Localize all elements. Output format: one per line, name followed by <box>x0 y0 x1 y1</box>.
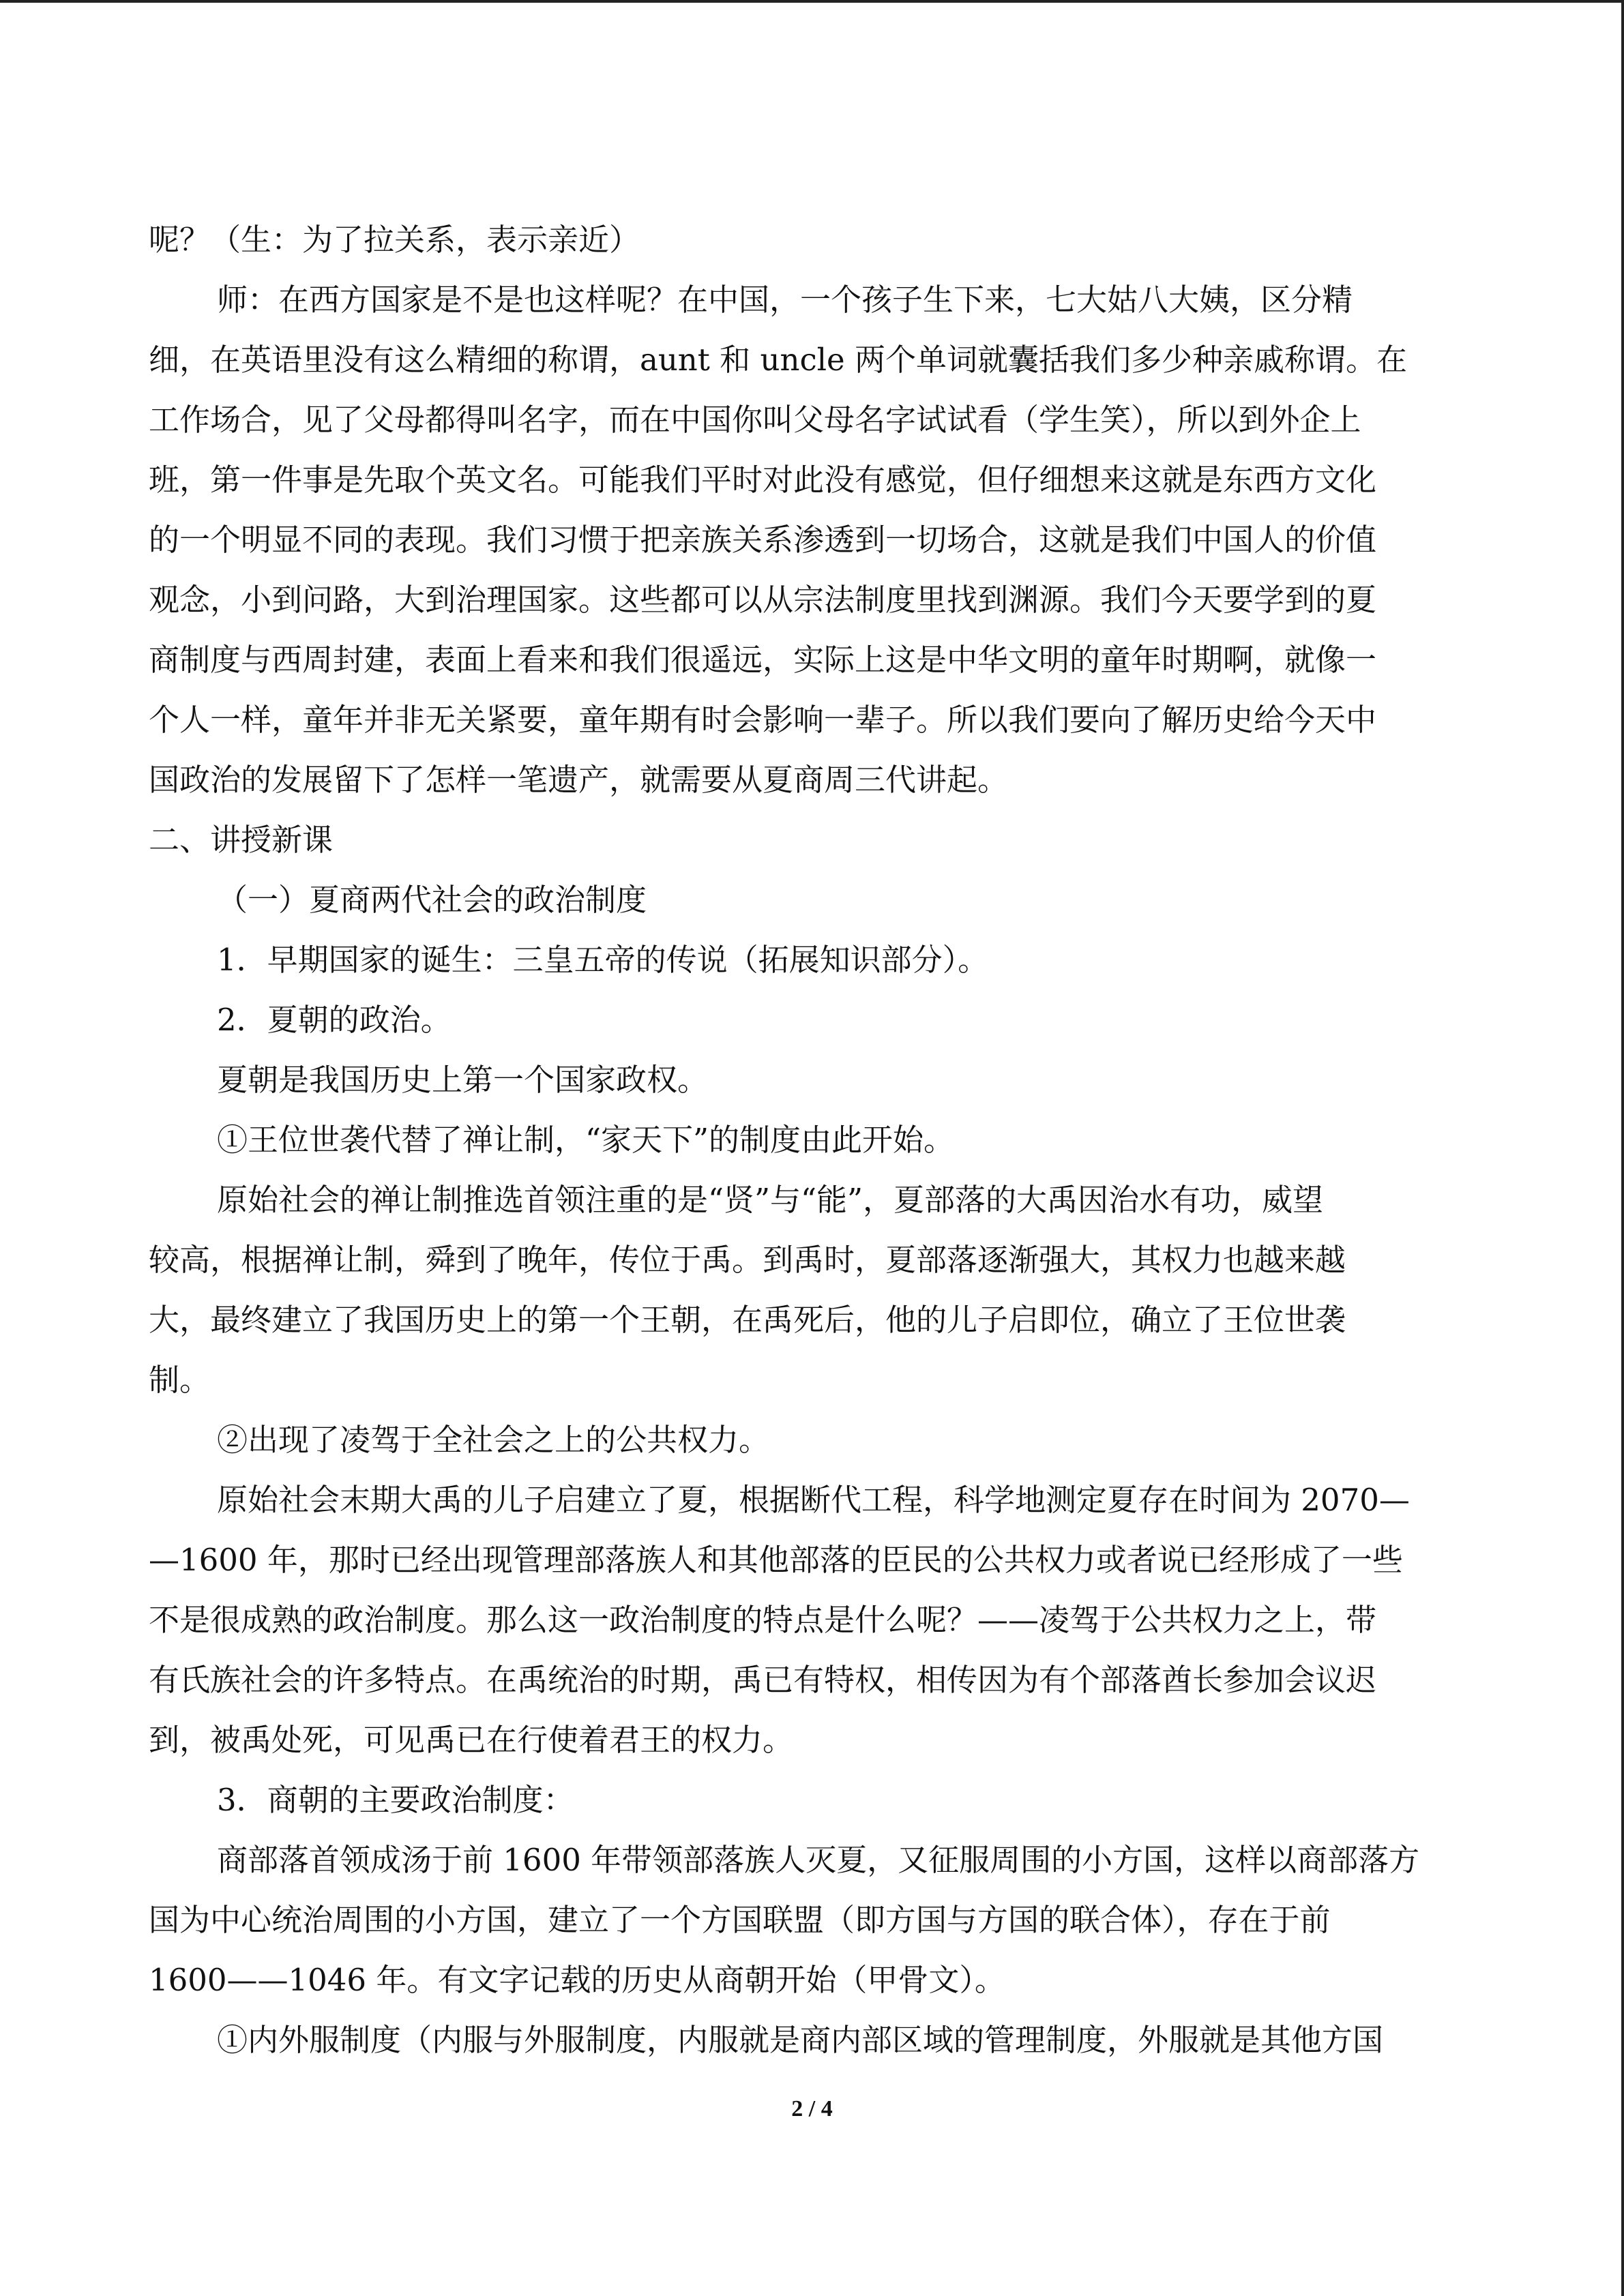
text-line-7: 观念，小到问路，大到治理国家。这些都可以从宗法制度里找到渊源。我们今天要学到的夏 <box>149 582 1377 618</box>
text-line-18: 较高，根据禅让制，舜到了晚年，传位于禹。到禹时，夏部落逐渐强大，其权力也越来越 <box>149 1242 1346 1278</box>
text-line-25: 有氏族社会的许多特点。在禹统治的时期，禹已有特权，相传因为有个部落酋长参加会议迟 <box>149 1662 1377 1698</box>
section-heading-new-lesson: 二、讲授新课 <box>149 822 334 858</box>
page-number: 2 / 4 <box>791 2096 833 2121</box>
page-border-top <box>0 0 1624 3</box>
text-line-26: 到，被禹处死，可见禹已在行使着君王的权力。 <box>149 1722 794 1758</box>
text-line-5: 班，第一件事是先取个英文名。可能我们平时对此没有感觉，但仔细想来这就是东西方文化 <box>149 462 1377 498</box>
document-body <box>149 210 1475 2070</box>
text-line-20: 制。 <box>149 1362 211 1398</box>
text-line-28: 商部落首领成汤于前 1600 年带领部落族人灭夏，又征服周围的小方国，这样以商部落方 <box>217 1842 1420 1878</box>
text-line-30: 1600——1046 年。有文字记载的历史从商朝开始（甲骨文）。 <box>149 1962 1005 1998</box>
list-item-3: 3．商朝的主要政治制度： <box>217 1782 574 1818</box>
text-line-3: 细，在英语里没有这么精细的称谓，aunt 和 uncle 两个单词就囊括我们多少种亲戚称谓。在 <box>149 342 1407 378</box>
text-line-17: 原始社会的禅让制推选首领注重的是“贤”与“能”，夏部落的大禹因治水有功，威望 <box>217 1182 1324 1218</box>
point-heading-1: ①王位世袭代替了禅让制，“家天下”的制度由此开始。 <box>217 1122 955 1158</box>
text-line-24: 不是很成熟的政治制度。那么这一政治制度的特点是什么呢？——凌驾于公共权力之上，带 <box>149 1602 1377 1638</box>
text-line-23: —1600 年，那时已经出现管理部落族人和其他部落的臣民的公共权力或者说已经形成了一些 <box>149 1542 1403 1578</box>
point-heading-neiwaifu: ①内外服制度（内服与外服制度，内服就是商内部区域的管理制度，外服就是其他方国 <box>217 2022 1384 2058</box>
text-line-22: 原始社会末期大禹的儿子启建立了夏，根据断代工程，科学地测定夏存在时间为 2070— <box>217 1482 1410 1518</box>
text-line-19: 大，最终建立了我国历史上的第一个王朝，在禹死后，他的儿子启即位，确立了王位世袭 <box>149 1302 1346 1338</box>
text-line-2: 师：在西方国家是不是也这样呢？在中国，一个孩子生下来，七大姑八大姨，区分精 <box>217 282 1353 318</box>
point-heading-2: ②出现了凌驾于全社会之上的公共权力。 <box>217 1422 770 1458</box>
text-line-8: 商制度与西周封建，表面上看来和我们很遥远，实际上这是中华文明的童年时期啊，就像一 <box>149 642 1377 678</box>
list-item-2: 2．夏朝的政治。 <box>217 1002 452 1038</box>
text-line-10: 国政治的发展留下了怎样一笔遗产，就需要从夏商周三代讲起。 <box>149 762 1009 798</box>
text-line-1: 呢？（生：为了拉关系，表示亲近） <box>149 222 640 258</box>
page-border-right <box>1621 0 1624 2296</box>
text-line-4: 工作场合，见了父母都得叫名字，而在中国你叫父母名字试试看（学生笑），所以到外企上 <box>149 402 1361 438</box>
subsection-heading-xia-shang: （一）夏商两代社会的政治制度 <box>217 882 647 918</box>
text-line-15: 夏朝是我国历史上第一个国家政权。 <box>217 1062 709 1098</box>
text-line-9: 个人一样，童年并非无关紧要，童年期有时会影响一辈子。所以我们要向了解历史给今天中 <box>149 702 1377 738</box>
text-line-29: 国为中心统治周围的小方国，建立了一个方国联盟（即方国与方国的联合体），存在于前 <box>149 1902 1331 1938</box>
list-item-1: 1．早期国家的诞生：三皇五帝的传说（拓展知识部分）。 <box>217 942 989 978</box>
text-line-6: 的一个明显不同的表现。我们习惯于把亲族关系渗透到一切场合，这就是我们中国人的价值 <box>149 522 1377 558</box>
